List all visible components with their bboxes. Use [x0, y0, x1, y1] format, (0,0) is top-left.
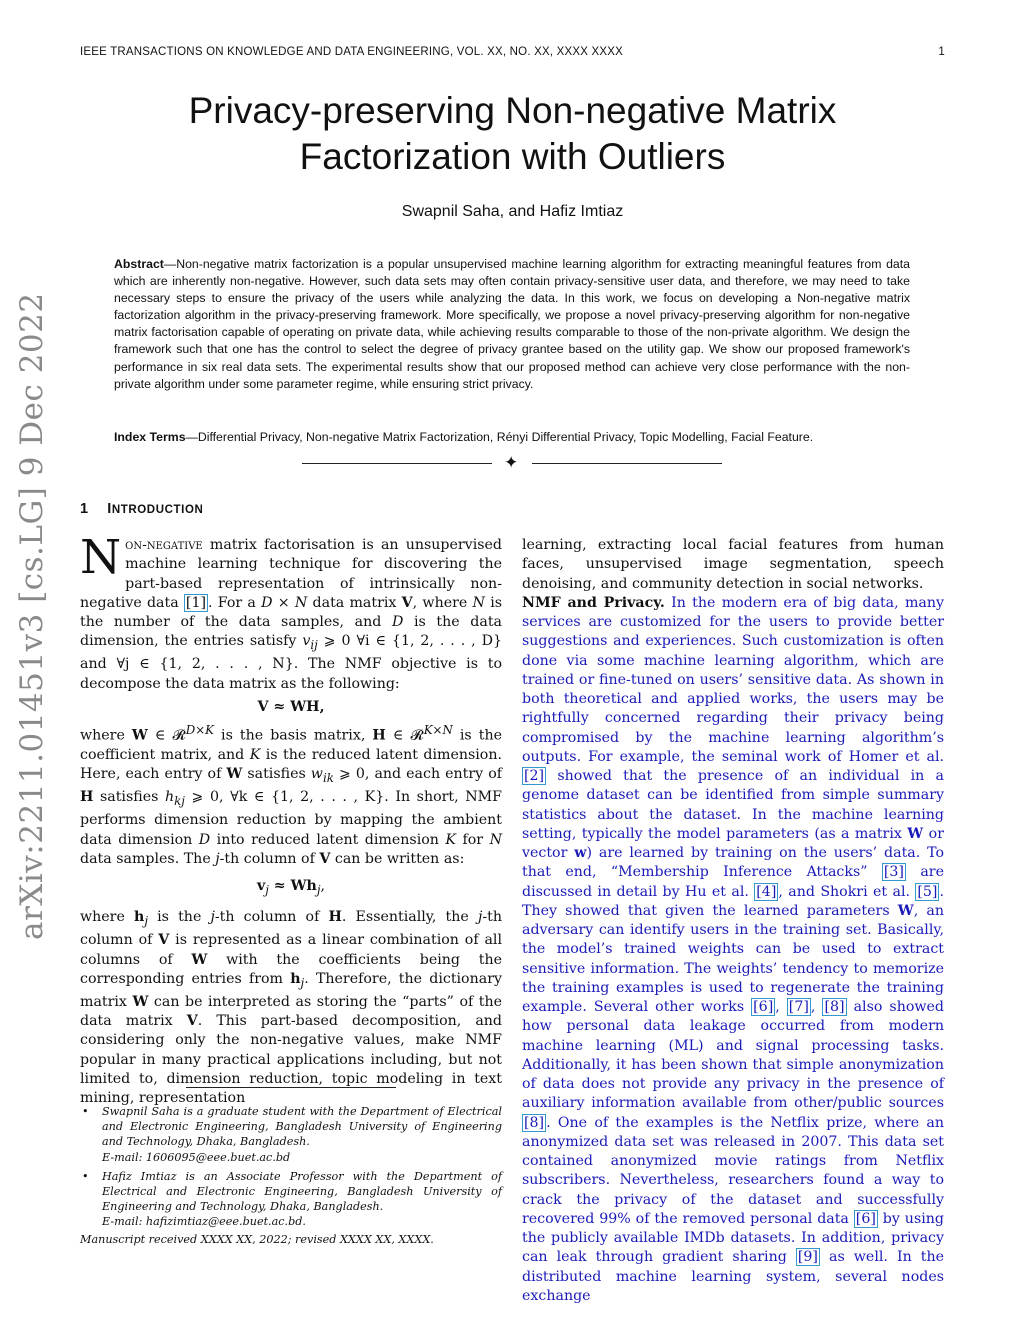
footnote-2	[80, 1169, 502, 1230]
text: is the number of the data samples, and	[80, 594, 503, 630]
text: , where	[412, 594, 473, 611]
math: ik	[322, 771, 334, 786]
intro-paragraph-1	[80, 530, 503, 694]
author-footnotes	[80, 1104, 502, 1234]
math: ,	[320, 878, 326, 895]
text: can be interpreted as storing the “parts” of the data matrix	[80, 993, 502, 1030]
citation-link[interactable]: [6]	[855, 1210, 876, 1227]
math: ≈ Wh	[268, 878, 317, 895]
manuscript-note: Manuscript received XXXX XX, 2022; revised XXXX XX, XXXX.	[80, 1233, 434, 1246]
math: j	[316, 883, 321, 898]
text: . They showed that given the learned parameters	[522, 883, 944, 919]
text: is the coefficient matrix, and	[80, 727, 502, 764]
text: data samples. The	[80, 850, 216, 867]
text: where	[80, 727, 132, 744]
intro-paragraph-3	[80, 908, 502, 1108]
dropcap: N	[80, 530, 122, 585]
text: ,	[810, 999, 823, 1015]
intro-paragraph-2	[80, 721, 502, 869]
right-column	[522, 536, 944, 1306]
text: is the basis matrix,	[213, 727, 373, 744]
math: W	[897, 902, 914, 919]
citation-link[interactable]: [4]	[756, 883, 777, 900]
authors: Swapnil Saha, and Hafiz Imtiaz	[401, 203, 624, 220]
text: and	[80, 656, 117, 673]
text: ) are learned by training on the users’ data. To that end, “Membership Inference Attacks”	[522, 845, 944, 881]
math: D	[198, 831, 211, 848]
text: is the reduced latent dimension. Here, each entry of	[80, 747, 502, 783]
math: W	[191, 951, 208, 968]
math: W	[131, 727, 148, 744]
text: , an adversary can identify users in the training set. Basically, the model’s trained weights can be used to extract sensitive information. The weights’ tendency to memorize the training examples is used to regenerate the training example. Several other works	[522, 902, 944, 1015]
text: is the	[148, 909, 211, 926]
text: -th column of	[80, 909, 502, 949]
paragraph-lead: NMF and Privacy.	[522, 594, 665, 611]
footnote-text: Hafiz Imtiaz is an Associate Professor with the Department of Electrical and Electronic Engineering, Bangladesh University of Engineering and Technology, Dhaka, Bangladesh.	[102, 1169, 502, 1214]
math: ∈ 𝓡	[385, 727, 424, 744]
math: H	[372, 727, 386, 744]
abstract-text: —Non-negative matrix factorization is a popular unsupervised machine learning algorithm for extracting meaningful features from data which are inherently non-negative. However, such data sets may often contain privacy-sensitive user data, and therefore, we may need to take necessary steps to ensure the privacy of the users while analyzing the data. In this work, we focus on developing a Non-negative matrix factorization algorithm in the privacy-preserving framework. More specifically, we propose a novel privacy-preserving algorithm for non-negative matrix factorisation capable of operating on private data, while achieving results comparable to those of the non-private algorithm. We design the framework such that one has the control to select the degree of privacy grantee based on the utility gap. We show our proposed framework's performance in six real data sets. The experimental results show that our proposed method can achieve very close performance with the non-private algorithm under some parameter regime, while ensuring strict privacy.	[114, 257, 910, 391]
text: as well. In the distributed machine learning system, several nodes exchange	[522, 1249, 944, 1304]
citation-link[interactable]: [8]	[824, 999, 845, 1015]
title-line-1: Privacy-preserving Non-negative Matrix	[188, 90, 837, 131]
math: ∈ 𝓡	[147, 727, 186, 744]
math: j	[210, 909, 215, 926]
footnote-email: E-mail: hafizimtiaz@eee.buet.ac.bd.	[102, 1215, 306, 1229]
text: or vector	[522, 825, 944, 861]
citation-link[interactable]: [3]	[883, 864, 904, 881]
text: -th column of	[219, 850, 320, 867]
text: into reduced latent dimension	[210, 831, 446, 848]
arxiv-stamp[interactable]: arXiv:2211.01451v3 [cs.LG] 9 Dec 2022	[14, 292, 50, 940]
math: h	[290, 970, 301, 987]
text: where	[80, 909, 134, 926]
text: ⩾ 0, and each entry of	[333, 766, 502, 783]
math: j	[144, 914, 148, 929]
text: is the data dimension, the entries satisfy	[80, 614, 502, 650]
right-paragraph-2	[522, 594, 944, 1306]
math: ⩾ 0, ∀k ∈ {1, 2, . . . , K}	[184, 789, 385, 806]
text: is represented as a linear combination of all columns of	[80, 932, 502, 968]
math: K×N	[423, 723, 453, 738]
text: are discussed in detail by Hu et al.	[522, 864, 944, 900]
running-header	[80, 46, 945, 58]
citation-link[interactable]: [1]	[185, 594, 207, 611]
citation-link[interactable]: [7]	[788, 999, 809, 1015]
math: V	[186, 1013, 198, 1030]
section-number: 1	[80, 501, 89, 517]
math: D × N	[261, 594, 308, 611]
text: , and Shokri et al.	[778, 883, 916, 900]
math: K	[249, 747, 261, 764]
math: V	[319, 850, 331, 867]
math: kj	[174, 794, 185, 809]
math: V	[158, 932, 170, 949]
math: W	[226, 766, 243, 783]
text: showed that the presence of an individual in a genome dataset can be identified from simple summary statistics about the dataset. In the machine learning setting, typically the model parameters (as a matrix	[522, 768, 944, 842]
index-terms	[114, 429, 910, 446]
text: . For a	[208, 594, 262, 611]
text: In the modern era of big data, many services are customized for the users to provide better suggestions and experiences. Such customization is often done via some machine learning algorithm, which are trained or fine-tuned on users’ sensitive data. As shown in both theoretical and applied works, the users may be rightfully concerned regarding their privacy being compromised by the machine learning algorithm’s outputs. For example, the seminal work of Homer et al.	[522, 594, 945, 765]
math: ∀j ∈ {1, 2, . . . , N}	[116, 656, 294, 673]
math: V	[401, 594, 413, 611]
text: data matrix	[307, 594, 402, 611]
index-terms-text: —Differential Privacy, Non-negative Matrix Factorization, Rényi Differential Privacy, Topic Modelling, Facial Feature.	[185, 430, 814, 444]
index-terms-label: Index Terms	[114, 430, 186, 444]
text: can be written as:	[330, 850, 465, 867]
math: N	[489, 831, 502, 848]
text: . Therefore, the dictionary matrix	[80, 970, 502, 1010]
separator-star-icon: ✦	[504, 453, 519, 473]
math: ⩾ 0 ∀i ∈ {1, 2, . . . , D}	[317, 633, 502, 650]
text: . Essentially, the	[341, 909, 478, 926]
math: j	[215, 850, 220, 867]
math: j	[300, 975, 305, 990]
separator-rule-left	[302, 463, 492, 464]
math: v	[256, 878, 266, 895]
equation-1: V ≈ WH,	[257, 698, 325, 715]
math: W	[907, 825, 924, 842]
footnote-rule	[186, 1087, 396, 1088]
abstract-label: Abstract	[114, 257, 164, 271]
math: D	[391, 614, 404, 630]
citation-link[interactable]: [6]	[753, 999, 774, 1015]
page-number: 1	[938, 46, 945, 58]
smallcaps-word: on-negative	[125, 537, 203, 553]
left-column	[80, 530, 503, 1108]
section-title-rest: NTRODUCTION	[111, 504, 204, 516]
text: . In short, NMF performs dimension reduction by mapping the ambient data dimension	[80, 789, 502, 848]
equation-2	[80, 877, 502, 900]
math: j	[477, 909, 483, 926]
math: h	[164, 789, 175, 806]
math: N	[472, 594, 485, 611]
math: j	[265, 883, 269, 898]
citation-link[interactable]: [8]	[524, 1114, 545, 1131]
bullet-icon: •	[82, 1169, 89, 1183]
math: w	[310, 766, 323, 783]
citation-link[interactable]: [9]	[797, 1249, 818, 1266]
text: also showed how personal data leakage occurred from modern machine learning (ML) and signal processing tasks. Additionally, it has been shown that simple anonymization of data does not provide any privacy in the presence of auxiliary information available from other/public sources	[522, 999, 945, 1112]
section-first-letter: I	[107, 501, 112, 517]
citation-link[interactable]: [5]	[917, 883, 938, 900]
text: satisfies	[242, 766, 311, 783]
text: . One of the examples is the Netflix prize, where an anonymized data set was released in 2007. This data set contained anonymized movie ratings from Netflix subscribers. Nevertheless, researchers found a way to crack the privacy of the dataset and successfully recovered 99% of the removed personal data	[522, 1114, 944, 1227]
abstract	[114, 256, 910, 393]
text: with the coefficients being the corresponding entries from	[80, 951, 502, 987]
separator-rule-right	[532, 463, 722, 464]
citation-link[interactable]: [2]	[524, 768, 545, 784]
paper-title	[80, 88, 945, 180]
footnote-1	[80, 1104, 502, 1165]
footnote-text: Swapnil Saha is a graduate student with the Department of Electrical and Electronic Engineering, Bangladesh University of Engineering and Technology, Dhaka, Bangladesh.	[102, 1105, 502, 1149]
math: H	[80, 789, 94, 806]
text: by using the publicly available IMDb datasets. In addition, privacy can leak through gradient sharing	[522, 1210, 944, 1266]
math: v	[302, 633, 311, 650]
text: for	[456, 831, 490, 848]
math: w	[574, 845, 587, 861]
journal-name: IEEE TRANSACTIONS ON KNOWLEDGE AND DATA ENGINEERING, VOL. XX, NO. XX, XXXX XXXX	[80, 46, 624, 58]
footnote-email: E-mail: 1606095@eee.buet.ac.bd	[102, 1150, 291, 1164]
math: W	[132, 993, 149, 1010]
title-line-2: Factorization with Outliers	[299, 136, 726, 177]
math: h	[134, 909, 145, 926]
section-heading	[80, 501, 203, 517]
text: . The NMF objective is to decompose the data matrix as the following:	[80, 656, 502, 692]
right-paragraph-1: learning, extracting local facial features from human faces, unsupervised image segmentation, speech denoising, and community detection in social networks.	[522, 537, 944, 592]
text: -th column of	[214, 909, 329, 926]
text: . This part-based decomposition, and considering only the non-negative values, make NMF popular in many practical applications including, but not limited to, dimension reduction, topic modeling in text mining, representation	[80, 1013, 502, 1107]
text: ,	[775, 999, 787, 1015]
text: satisfies	[93, 789, 165, 806]
math: H	[328, 909, 342, 926]
math: ij	[310, 638, 318, 653]
text: matrix factorisation is an unsupervised machine learning technique for discovering the part-based representation of intrinsically non-negative data	[80, 537, 502, 611]
math: D×K	[185, 723, 214, 738]
bullet-icon: •	[82, 1105, 89, 1118]
math: K	[445, 831, 457, 848]
